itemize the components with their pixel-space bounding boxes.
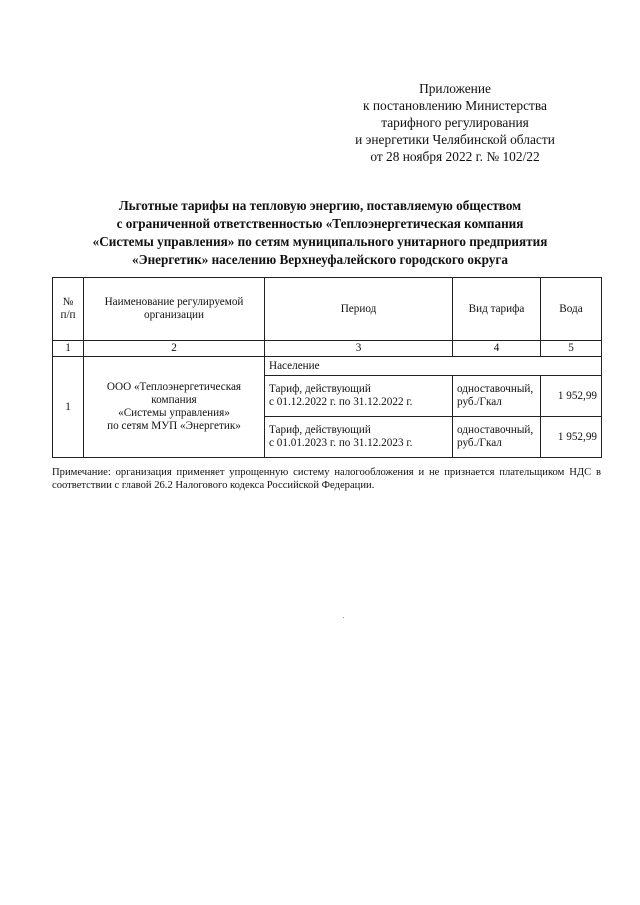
- appendix-line: к постановлению Министерства: [363, 98, 547, 113]
- header-org: Наименование регулируемой организации: [84, 278, 265, 341]
- scan-speck: [343, 617, 344, 618]
- column-number: 2: [84, 341, 265, 357]
- column-number: 1: [53, 341, 84, 357]
- tariff-water-value: 1 952,99: [541, 376, 602, 417]
- title-line: «Системы управления» по сетям муниципального унитарного предприятия: [92, 234, 548, 249]
- tariff-period: Тариф, действующий с 01.01.2023 г. по 31.12.2023 г.: [265, 417, 453, 458]
- tariff-type: одноставочный, руб./Гкал: [453, 417, 541, 458]
- title-line: с ограниченной ответственностью «Теплоэнергетическая компания: [116, 216, 524, 231]
- table-header-row: [53, 278, 602, 341]
- tariff-period: Тариф, действующий с 01.12.2022 г. по 31.12.2022 г.: [265, 376, 453, 417]
- appendix-line: и энергетики Челябинской области: [355, 132, 555, 147]
- header-type: Вид тарифа: [453, 278, 541, 341]
- tariff-table: [52, 277, 602, 458]
- column-number: 5: [541, 341, 602, 357]
- group-label: Население: [265, 357, 602, 376]
- row-number: 1: [53, 357, 84, 458]
- organization-name: ООО «Теплоэнергетическая компания «Системы управления» по сетям МУП «Энергетик»: [84, 357, 265, 458]
- table-row: [53, 357, 602, 376]
- column-number: 4: [453, 341, 541, 357]
- document-title: [40, 197, 600, 269]
- appendix-block: [330, 80, 580, 165]
- header-num: № п/п: [53, 278, 84, 341]
- appendix-line: Приложение: [419, 81, 491, 96]
- header-period: Период: [265, 278, 453, 341]
- tariff-type: одноставочный, руб./Гкал: [453, 376, 541, 417]
- appendix-line: от 28 ноября 2022 г. № 102/22: [370, 149, 540, 164]
- header-water: Вода: [541, 278, 602, 341]
- title-line: Льготные тарифы на тепловую энергию, поставляемую обществом: [118, 198, 522, 213]
- title-line: «Энергетик» населению Верхнеуфалейского городского округа: [132, 252, 508, 267]
- column-number-row: [53, 341, 602, 357]
- column-number: 3: [265, 341, 453, 357]
- tariff-water-value: 1 952,99: [541, 417, 602, 458]
- footnote: Примечание: организация применяет упрощенную систему налогообложения и не признается плательщиком НДС в соответствии с главой 26.2 Налогового кодекса Российской Федерации.: [52, 467, 601, 491]
- appendix-line: тарифного регулирования: [381, 115, 529, 130]
